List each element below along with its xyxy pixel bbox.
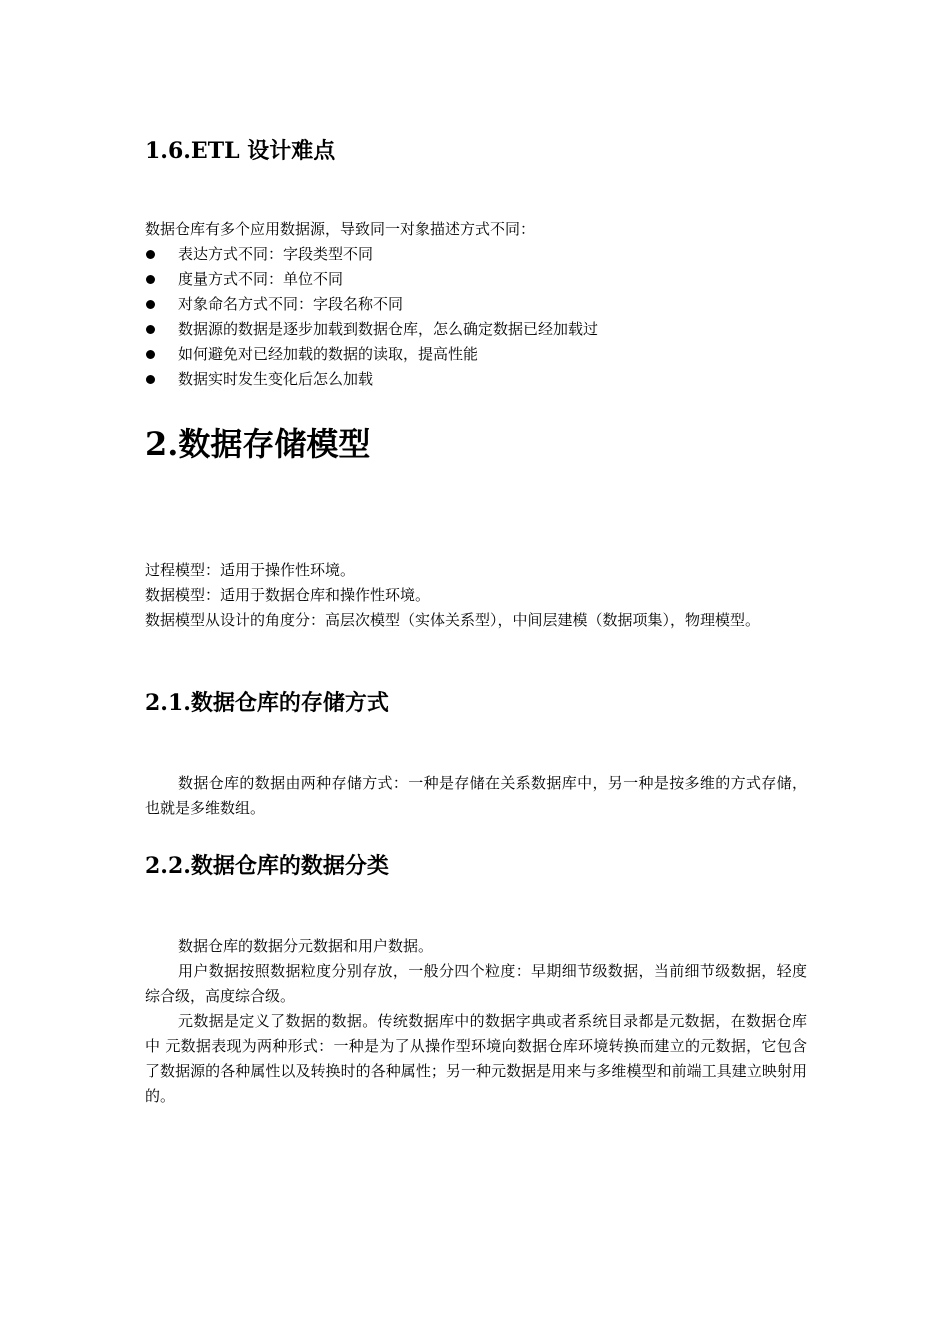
- difficulty-bullet-list: [145, 242, 807, 392]
- section-2-1-paragraph: 数据仓库的数据由两种存储方式：一种是存储在关系数据库中，另一种是按多维的方式存储，也就是多维数组。: [145, 774, 807, 817]
- bullet-text: 对象命名方式不同：字段名称不同: [178, 295, 404, 313]
- bullet-item: [145, 367, 807, 392]
- bullet-dot-icon: [146, 275, 155, 284]
- section-2-2-paragraph: 数据仓库的数据分元数据和用户数据。: [178, 937, 434, 955]
- chapter-2-paragraph: 数据模型：适用于数据仓库和操作性环境。: [145, 586, 431, 604]
- section-heading-2-1: 2.1.数据仓库的存储方式: [145, 690, 389, 716]
- chapter-heading-2: 2.数据存储模型: [145, 425, 371, 463]
- bullet-item: [145, 267, 807, 292]
- bullet-text: 表达方式不同：字段类型不同: [178, 245, 374, 263]
- bullet-dot-icon: [146, 325, 155, 334]
- bullet-dot-icon: [146, 350, 155, 359]
- bullet-text: 如何避免对已经加载的数据的读取，提高性能: [178, 345, 479, 363]
- bullet-dot-icon: [146, 375, 155, 384]
- bullet-item: [145, 292, 807, 317]
- section-heading-1-6: 1.6.ETL 设计难点: [145, 138, 336, 164]
- bullet-text: 数据源的数据是逐步加载到数据仓库，怎么确定数据已经加载过: [178, 320, 599, 338]
- bullet-dot-icon: [146, 250, 155, 259]
- section-1-6-intro: 数据仓库有多个应用数据源，导致同一对象描述方式不同：: [145, 220, 536, 238]
- bullet-item: [145, 342, 807, 367]
- bullet-dot-icon: [146, 300, 155, 309]
- bullet-text: 数据实时发生变化后怎么加载: [178, 370, 374, 388]
- section-heading-2-2: 2.2.数据仓库的数据分类: [145, 853, 389, 879]
- bullet-item: [145, 317, 807, 342]
- chapter-2-paragraph: 数据模型从设计的角度分：高层次模型（实体关系型），中间层建模（数据项集），物理模型。: [145, 611, 761, 629]
- bullet-item: [145, 242, 807, 267]
- bullet-text: 度量方式不同：单位不同: [178, 270, 344, 288]
- section-2-2-paragraph: 元数据是定义了数据的数据。传统数据库中的数据字典或者系统目录都是元数据，在数据仓库中 元数据表现为两种形式：一种是为了从操作型环境向数据仓库环境转换而建立的元数据，它包含了数据源的各种属性以及转换时的各种属性；另一种元数据是用来与多维模型和前端工具建立映射用的。: [145, 1012, 807, 1105]
- section-2-2-paragraph: 用户数据按照数据粒度分别存放，一般分四个粒度：早期细节级数据，当前细节级数据，轻度综合级，高度综合级。: [145, 962, 807, 1005]
- chapter-2-paragraph: 过程模型：适用于操作性环境。: [145, 561, 356, 579]
